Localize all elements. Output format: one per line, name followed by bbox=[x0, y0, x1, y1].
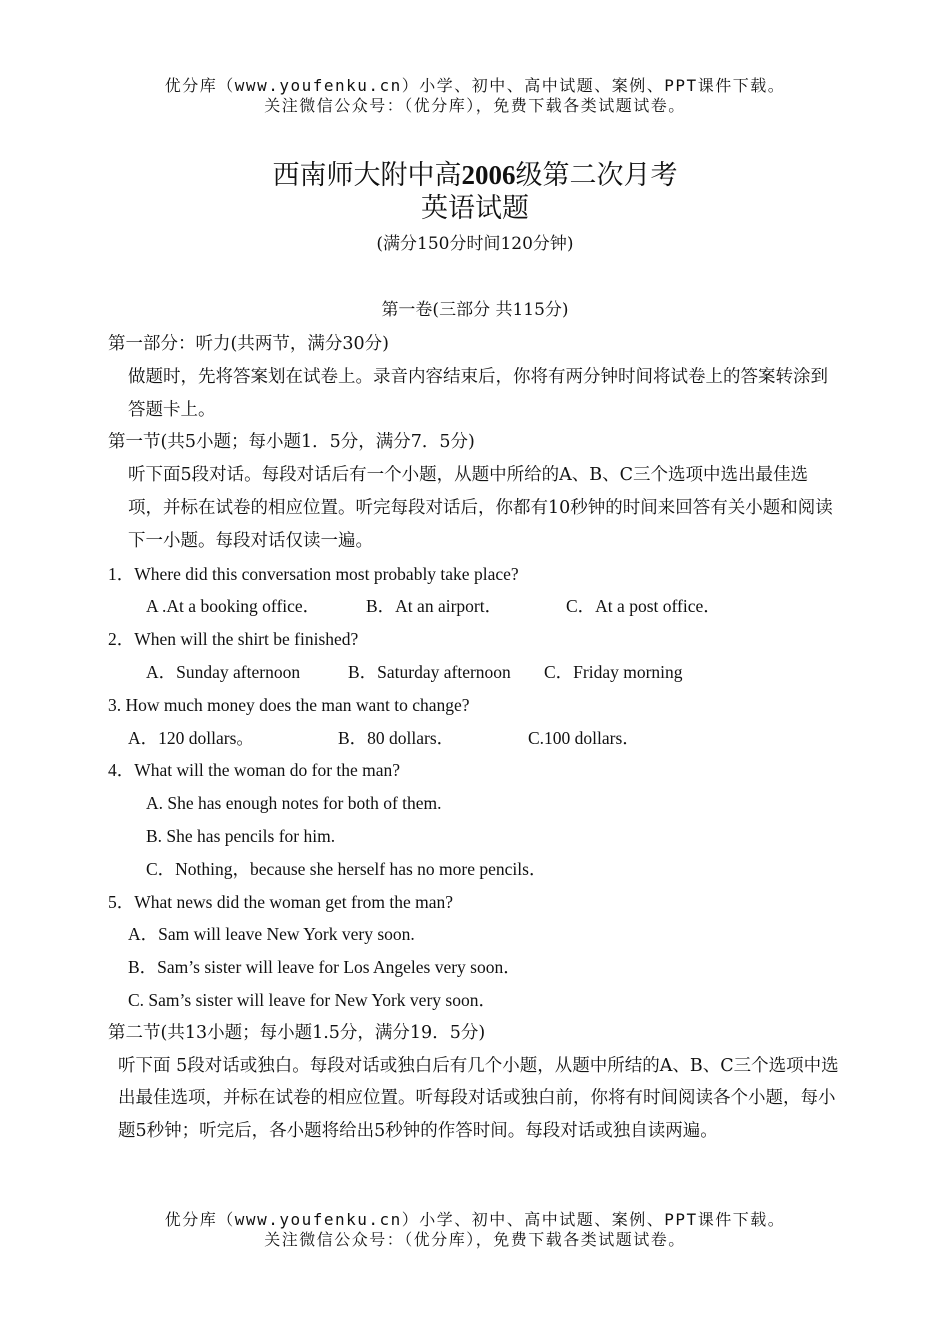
footer-banner-line2: 关注微信公众号：（优分库），免费下载各类试题试卷。 bbox=[264, 1230, 686, 1249]
option-a: A. She has enough notes for both of them. bbox=[146, 793, 442, 814]
exam-title-prefix: 西南师大附中高 bbox=[272, 160, 462, 191]
section2-instruction: 听下面 5段对话或独白。每段对话或独白后有几个小题，从题中所结的A、B、C三个选项中选出最佳选项，并标在试卷的相应位置。听每段对话或独白前，你将有时间阅读各个小题，每小题5秒钟；听完后，各小题将给出5秒钟的作答时间。每段对话或独自读两遍。 bbox=[118, 1055, 839, 1142]
exam-title bbox=[0, 158, 950, 193]
header-banner-line2: 关注微信公众号：（优分库），免费下载各类试题试卷。 bbox=[264, 96, 686, 115]
question-options bbox=[108, 722, 842, 755]
section1-instruction: 听下面5段对话。每段对话后有一个小题，从题中所给的A、B、C三个选项中选出最佳选项，并标在试卷的相应位置。听完每段对话后，你都有10秒钟的时间来回答有关小题和阅读下一小题。每段对话仅读一遍。 bbox=[128, 465, 833, 551]
exam-title-year: 2006 bbox=[461, 160, 516, 190]
section1-heading: 第一节(共5小题；每小题1．5分，满分7．5分) bbox=[108, 432, 475, 453]
footer-banner bbox=[0, 1210, 950, 1250]
option-b: B．At an airport． bbox=[366, 596, 503, 617]
option-c: C．Friday morning bbox=[544, 661, 683, 682]
question-stem: 1．Where did this conversation most probably take place? bbox=[108, 563, 519, 584]
exam-title-suffix: 级第二次月考 bbox=[515, 160, 678, 191]
volume-heading: 第一卷(三部分 共115分) bbox=[381, 300, 569, 320]
exam-content bbox=[108, 328, 842, 1148]
option-b: B．Sam’s sister will leave for Los Angeles very soon． bbox=[128, 957, 521, 978]
option-c: C．At a post office． bbox=[566, 596, 721, 617]
part1-instruction: 做题时，先将答案划在试卷上。录音内容结束后，你将有两分钟时间将试卷上的答案转涂到答题卡上。 bbox=[128, 366, 828, 420]
part1-heading: 第一部分：听力(共两节，满分30分) bbox=[108, 334, 389, 354]
question-options bbox=[108, 656, 842, 689]
question-stem: 5．What news did the woman get from the man? bbox=[108, 891, 454, 912]
option-c: C．Nothing，because she herself has no more pencils． bbox=[146, 858, 547, 879]
question-stem: 2．When will the shirt be finished? bbox=[108, 629, 359, 650]
exam-subject: 英语试题 bbox=[421, 193, 529, 224]
option-a: A．120 dollars。 bbox=[128, 727, 254, 748]
option-b: B．Saturday afternoon bbox=[348, 661, 511, 682]
option-c: C.100 dollars． bbox=[528, 727, 640, 748]
question-options bbox=[108, 590, 842, 623]
option-a: A .At a booking office． bbox=[146, 596, 321, 617]
header-banner bbox=[0, 76, 950, 116]
footer-banner-line1: 优分库（www.youfenku.cn）小学、初中、高中试题、案例、PPT课件下载。 bbox=[164, 1210, 786, 1229]
option-b: B. She has pencils for him. bbox=[146, 825, 336, 846]
option-a: A．Sam will leave New York very soon. bbox=[128, 924, 415, 945]
question-stem: 3. How much money does the man want to change? bbox=[108, 694, 470, 715]
question-stem: 4．What will the woman do for the man? bbox=[108, 760, 401, 781]
option-c: C. Sam’s sister will leave for New York very soon． bbox=[128, 989, 496, 1010]
section2-heading: 第二节(共13小题；每小题1.5分，满分19．5分) bbox=[108, 1022, 486, 1043]
header-banner-line1: 优分库（www.youfenku.cn）小学、初中、高中试题、案例、PPT课件下载。 bbox=[164, 76, 786, 95]
option-b: B．80 dollars． bbox=[338, 727, 455, 748]
exam-score-time: (满分150分时间120分钟) bbox=[376, 234, 574, 254]
option-a: A．Sunday afternoon bbox=[146, 661, 301, 682]
